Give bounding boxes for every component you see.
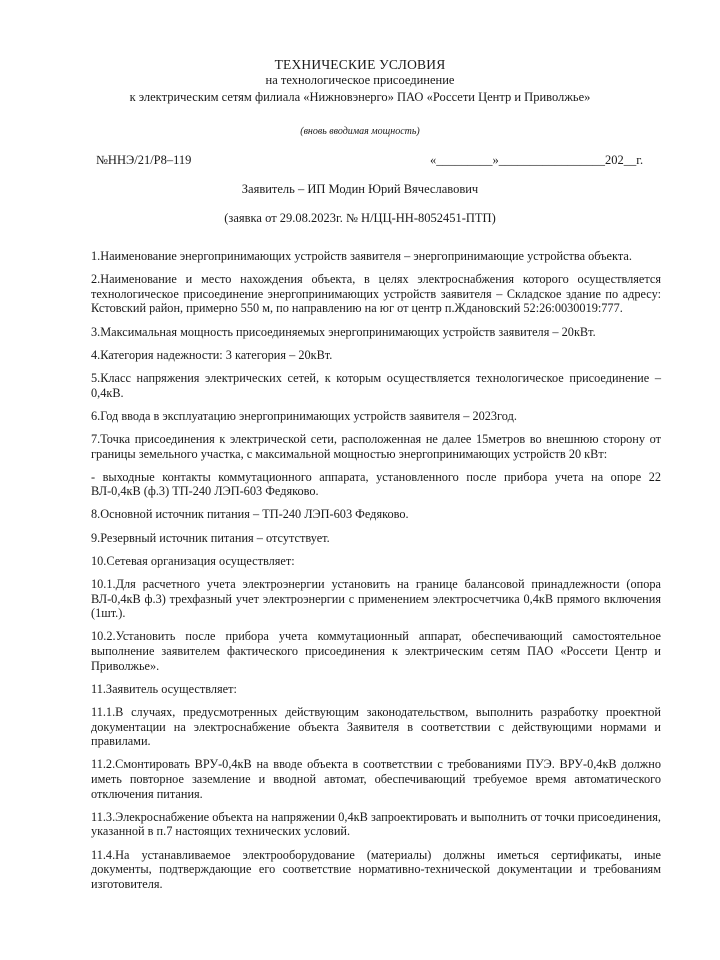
document-date-field: «_________»_________________202__г. [430,153,644,167]
document-subtitle-organization: к электрическим сетям филиала «Нижновэнерго» ПАО «Россети Центр и Приволжье» [129,90,591,104]
paragraph-5: 5.Класс напряжения электрических сетей, к которым осуществляется технологическое присоединение – 0,4кВ. [91,370,661,400]
paragraph-2: 2.Наименование и место нахождения объекта, в целях электроснабжения которого осуществляется технологическое присоединение энергопринимающих устройств заявителя – Складское здание по адресу: Кстовский район, примерно 550 м, по направлению на юг от центр п.Ждановский 52:26:0030019:777. [91,272,661,316]
document-subtitle: на технологическое присоединение [265,73,455,87]
applicant-line: Заявитель – ИП Модин Юрий Вячеславович [241,182,479,196]
document-title: ТЕХНИЧЕСКИЕ УСЛОВИЯ [274,57,446,72]
paragraph-9: 9.Резервный источник питания – отсутствует. [91,530,330,545]
capacity-note: (вновь вводимая мощность) [300,126,420,137]
paragraph-11-4: 11.4.На устанавливаемое электрооборудование (материалы) должны иметься сертификаты, иные документы, подтверждающие его соответствие нормативно-технической документации и требованиям изготовителя. [91,847,661,891]
paragraph-11-3: 11.3.Элекроснабжение объекта на напряжении 0,4кВ запроектировать и выполнить от точки присоединения, указанной в п.7 настоящих технических условий. [91,809,661,839]
paragraph-7: 7.Точка присоединения к электрической сети, расположенная не далее 15метров во внешнюю сторону от границы земельного участка, с максимальной мощностью энергопринимающих устройств 20 кВт: [91,431,661,461]
paragraph-11: 11.Заявитель осуществляет: [91,681,237,696]
paragraph-6: 6.Год ввода в эксплуатацию энергопринимающих устройств заявителя – 2023год. [91,408,517,423]
document-body [91,249,661,891]
document-number: №ННЭ/21/Р8–119 [96,153,192,167]
paragraph-10-2: 10.2.Установить после прибора учета коммутационный аппарат, обеспечивающий самостоятельное выполнение заявителем фактического присоединения к электрическим сетям ПАО «Россети Центр и Приволжье». [91,629,661,673]
paragraph-10-1: 10.1.Для расчетного учета электроэнергии установить на границе балансовой принадлежности (опора ВЛ-0,4кВ ф.3) трехфазный учет электроэнергии с применением электросчетчика 0,4кВ прямого включения (1шт.). [91,577,661,621]
paragraph-3: 3.Максимальная мощность присоединяемых энергопринимающих устройств заявителя – 20кВт. [91,324,596,339]
paragraph-10: 10.Сетевая организация осуществляет: [91,553,295,568]
paragraph-1: 1.Наименование энергопринимающих устройств заявителя – энергопринимающие устройства объекта. [91,249,632,263]
paragraph-4: 4.Категория надежности: 3 категория – 20кВт. [91,347,333,362]
paragraph-7-connection-point: - выходные контакты коммутационного аппарата, установленного после прибора учета на опоре 22 ВЛ-0,4кВ (ф.3) ТП-240 ЛЭП-603 Федяково. [91,469,661,499]
request-reference: (заявка от 29.08.2023г. № Н/ЦЦ-НН-8052451-ПТП) [224,211,496,225]
paragraph-11-2: 11.2.Смонтировать ВРУ-0,4кВ на вводе объекта в соответствии с требованиями ПУЭ. ВРУ-0,4кВ должно иметь повторное заземление и вводной автомат, обеспечивающий требуемое время автоматического отключения питания. [91,757,661,801]
paragraph-8: 8.Основной источник питания – ТП-240 ЛЭП-603 Федяково. [91,507,409,522]
paragraph-11-1: 11.1.В случаях, предусмотренных действующим законодательством, выполнить разработку проектной документации на электроснабжение объекта Заявителя в соответствии с действующими нормами и правилами. [91,704,661,749]
